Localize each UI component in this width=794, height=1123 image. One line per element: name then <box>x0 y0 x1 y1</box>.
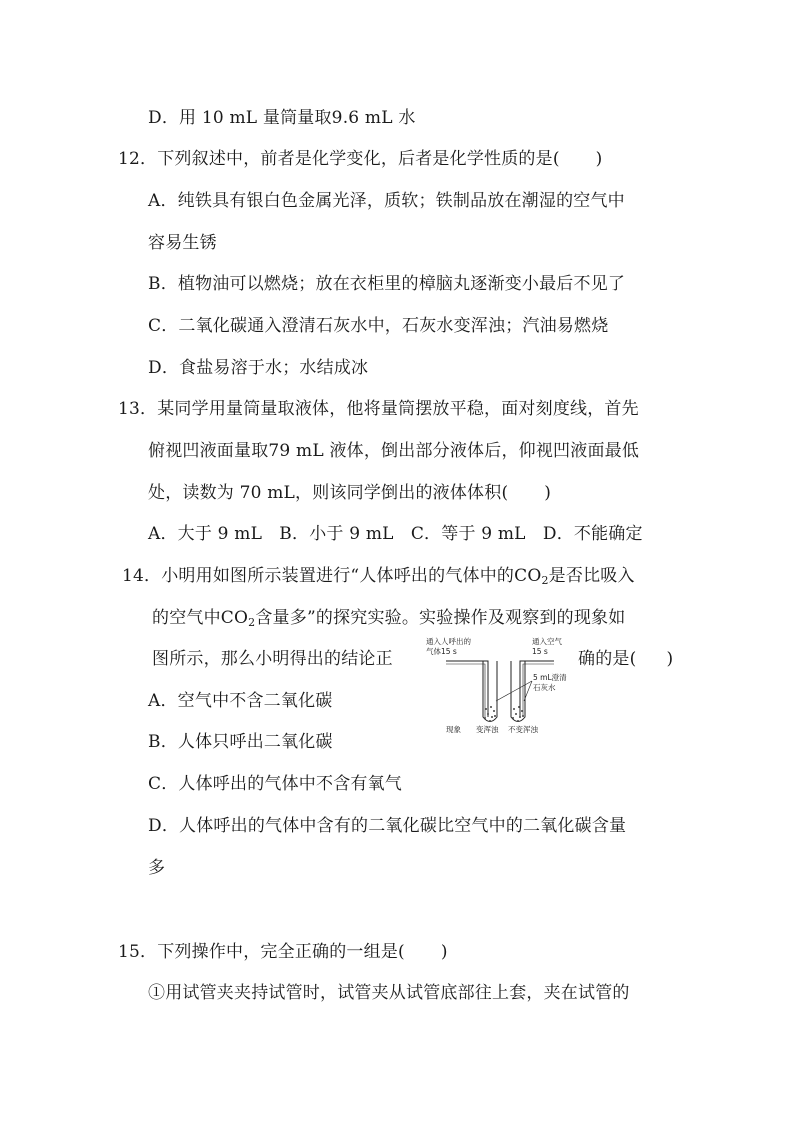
figure-label-exhaled-2: 气体15 s <box>426 647 457 656</box>
q14-stem-1b: 是否比吸入 <box>548 566 635 586</box>
q12-close: ) <box>595 149 603 169</box>
co2-subscript: 2 <box>248 616 256 629</box>
q12-stem <box>118 148 603 170</box>
q12-option-a-line1: A．纯铁具有银白色金属光泽，质软；铁制品放在潮湿的空气中 <box>148 191 625 211</box>
q12-option-b: B．植物油可以燃烧；放在衣柜里的樟脑丸逐渐变小最后不见了 <box>148 274 626 294</box>
figure-label-limewater-1: 5 mL澄清 <box>533 673 567 682</box>
q14-stem-line2 <box>152 607 625 634</box>
q15-item-1: ①用试管夹夹持试管时，试管夹从试管底部往上套，夹在试管的 <box>148 983 630 1003</box>
q13-close: ) <box>544 483 552 503</box>
figure-label-air-2: 15 s <box>532 647 548 656</box>
q13-stem-line3 <box>148 482 551 504</box>
inlet-pipe-left <box>446 661 488 717</box>
q14-stem-2a: 的空气中CO <box>152 608 249 628</box>
q13-options: A．大于 9 mL B．小于 9 mL C．等于 9 mL D．不能确定 <box>148 524 643 544</box>
limewater-pointer-1 <box>496 681 532 701</box>
q15-stem-text: 15．下列操作中，完全正确的一组是( <box>118 942 405 962</box>
q13-stem-line1: 13．某同学用量筒量取液体，他将量筒摆放平稳，面对刻度线，首先 <box>118 399 639 419</box>
q14-option-d-line1: D．人体呼出的气体中含有的二氧化碳比空气中的二氧化碳含量 <box>148 816 627 836</box>
q12-stem-text: 12．下列叙述中，前者是化学变化，后者是化学性质的是( <box>118 149 560 169</box>
q14-option-d-line2: 多 <box>148 858 166 878</box>
q14-option-a: A．空气中不含二氧化碳 <box>148 691 333 711</box>
q14-close: ) <box>666 649 674 669</box>
figure-label-turbid: 变浑浊 <box>476 725 499 734</box>
q14-stem-line1 <box>122 565 635 592</box>
figure-label-not-turbid: 不变浑浊 <box>508 725 538 734</box>
co2-subscript: 2 <box>541 574 549 587</box>
q14-option-c: C．人体呼出的气体中不含有氧气 <box>148 774 403 794</box>
q14-stem-2b: 含量多”的探究实验。实验操作及观察到的现象如 <box>255 608 626 628</box>
q15-stem <box>118 941 448 963</box>
q12-option-a-line2: 容易生锈 <box>148 233 217 253</box>
q14-stem-1a: 14．小明用如图所示装置进行“人体呼出的气体中的CO <box>122 566 542 586</box>
experiment-figure <box>424 635 576 735</box>
q14-stem-line3b <box>578 648 673 670</box>
q14-option-b: B．人体只呼出二氧化碳 <box>148 732 333 752</box>
q12-option-d: D．食盐易溶于水；水结成冰 <box>148 358 369 378</box>
figure-label-limewater-2: 石灰水 <box>533 683 556 692</box>
figure-label-air-1: 通入空气 <box>532 637 562 646</box>
q12-option-c: C．二氧化碳通入澄清石灰水中，石灰水变浑浊；汽油易燃烧 <box>148 316 609 336</box>
inlet-pipe-left-inner <box>446 664 485 717</box>
q15-close: ) <box>440 942 448 962</box>
q14-stem-3b: 确的是( <box>578 649 637 669</box>
figure-label-phenomenon: 现象 <box>446 725 461 734</box>
q13-stem-text: 处，读数为 70 mL，则该同学倒出的液体体积( <box>148 483 509 503</box>
q13-stem-line2: 俯视凹液面量取79 mL 液体，倒出部分液体后，仰视凹液面最低 <box>148 441 640 461</box>
q11-option-d: D．用 10 mL 量筒量取9.6 mL 水 <box>148 108 416 128</box>
q14-stem-line3a: 图所示，那么小明得出的结论正 <box>152 649 393 669</box>
figure-label-exhaled-1: 通入人呼出的 <box>426 637 471 646</box>
